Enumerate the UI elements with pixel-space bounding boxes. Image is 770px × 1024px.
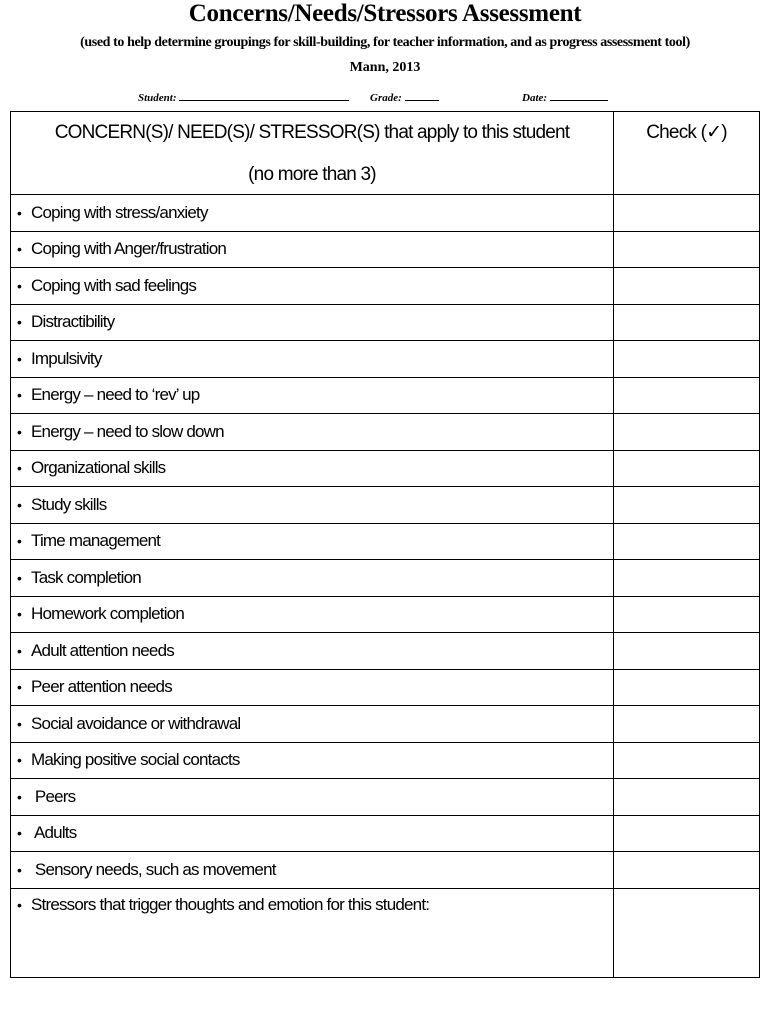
concern-label: Organizational skills xyxy=(31,458,166,478)
stressors-check-cell[interactable] xyxy=(614,888,760,977)
form-title: Concerns/Needs/Stressors Assessment xyxy=(188,0,582,27)
concern-item xyxy=(11,414,614,451)
table-row xyxy=(11,779,760,816)
concern-item xyxy=(11,852,614,889)
check-cell[interactable] xyxy=(614,414,760,451)
table-row xyxy=(11,596,760,633)
table-row xyxy=(11,815,760,852)
concern-item xyxy=(11,377,614,414)
stressors-cell xyxy=(11,888,614,977)
concern-label: Social avoidance or withdrawal xyxy=(31,713,241,733)
bullet-icon: • xyxy=(17,569,22,586)
check-cell[interactable] xyxy=(614,195,760,232)
concern-label: Distractibility xyxy=(31,312,115,332)
table-row xyxy=(11,195,760,232)
concern-label: Coping with Anger/frustration xyxy=(31,239,227,259)
check-cell[interactable] xyxy=(614,231,760,268)
table-row xyxy=(11,231,760,268)
table-row xyxy=(11,669,760,706)
concern-item xyxy=(11,450,614,487)
concern-label: Peer attention needs xyxy=(31,677,172,697)
concern-item xyxy=(11,341,614,378)
bullet-icon: • xyxy=(17,752,22,769)
check-cell[interactable] xyxy=(614,742,760,779)
concern-item xyxy=(11,779,614,816)
concerns-column-header xyxy=(11,112,614,195)
table-row xyxy=(11,852,760,889)
concern-item xyxy=(11,706,614,743)
concern-item xyxy=(11,669,614,706)
check-cell[interactable] xyxy=(614,706,760,743)
concern-label: Coping with sad feelings xyxy=(31,275,197,295)
concern-item xyxy=(11,633,614,670)
concerns-header-line2: (no more than 3) xyxy=(248,164,376,185)
check-cell[interactable] xyxy=(614,523,760,560)
student-field[interactable] xyxy=(138,90,349,105)
grade-blank[interactable] xyxy=(405,90,439,101)
check-cell[interactable] xyxy=(614,450,760,487)
concern-label: Impulsivity xyxy=(31,348,102,368)
date-label: Date: xyxy=(522,92,548,104)
check-cell[interactable] xyxy=(614,852,760,889)
concern-label: Task completion xyxy=(31,567,141,587)
assessment-table xyxy=(10,111,760,978)
date-field[interactable] xyxy=(522,90,608,105)
bullet-icon: • xyxy=(17,788,22,805)
grade-label: Grade: xyxy=(370,92,402,104)
concern-label: Sensory needs, such as movement xyxy=(31,859,276,879)
concern-item xyxy=(11,195,614,232)
grade-field[interactable] xyxy=(370,90,439,105)
check-cell[interactable] xyxy=(614,560,760,597)
bullet-icon: • xyxy=(17,423,22,440)
check-cell[interactable] xyxy=(614,341,760,378)
bullet-icon: • xyxy=(17,387,22,404)
concern-item xyxy=(11,304,614,341)
concern-label: Homework completion xyxy=(31,604,184,624)
check-column-header xyxy=(614,112,760,195)
bullet-icon: • xyxy=(17,241,22,258)
table-row xyxy=(11,341,760,378)
concern-item xyxy=(11,596,614,633)
concern-label: Study skills xyxy=(31,494,107,514)
concern-label: Adult attention needs xyxy=(31,640,174,660)
student-blank[interactable] xyxy=(179,90,349,101)
concern-item xyxy=(11,815,614,852)
bullet-icon: • xyxy=(17,642,22,659)
date-blank[interactable] xyxy=(550,90,608,101)
check-cell[interactable] xyxy=(614,304,760,341)
check-header-label: Check (✓) xyxy=(646,122,727,143)
stressors-label: Stressors that trigger thoughts and emotion for this student: xyxy=(31,894,430,914)
table-row xyxy=(11,268,760,305)
check-cell[interactable] xyxy=(614,377,760,414)
concern-label: Energy – need to slow down xyxy=(31,421,224,441)
concern-item xyxy=(11,268,614,305)
form-subtitle: (used to help determine groupings for skill-building, for teacher information, and as progress assessment tool) xyxy=(80,35,690,50)
table-row xyxy=(11,304,760,341)
check-cell[interactable] xyxy=(614,633,760,670)
concern-item xyxy=(11,231,614,268)
check-cell[interactable] xyxy=(614,815,760,852)
table-row xyxy=(11,706,760,743)
bullet-icon: • xyxy=(17,715,22,732)
table-row xyxy=(11,523,760,560)
bullet-icon: • xyxy=(17,679,22,696)
table-row xyxy=(11,414,760,451)
form-author: Mann, 2013 xyxy=(349,60,421,75)
check-cell[interactable] xyxy=(614,596,760,633)
check-cell[interactable] xyxy=(614,268,760,305)
student-label: Student: xyxy=(138,92,177,104)
concern-label: Peers xyxy=(31,786,76,806)
bullet-icon: • xyxy=(17,606,22,623)
bullet-icon: • xyxy=(17,314,22,331)
table-row xyxy=(11,450,760,487)
bullet-icon: • xyxy=(17,350,22,367)
check-cell[interactable] xyxy=(614,487,760,524)
stressors-row xyxy=(11,888,760,977)
concerns-header-line1: CONCERN(S)/ NEED(S)/ STRESSOR(S) that apply to this student xyxy=(54,122,570,143)
check-cell[interactable] xyxy=(614,779,760,816)
concern-label: Coping with stress/anxiety xyxy=(31,202,208,222)
concern-item xyxy=(11,560,614,597)
concern-label: Adults xyxy=(31,823,77,843)
bullet-icon: • xyxy=(17,460,22,477)
concern-item xyxy=(11,523,614,560)
table-row xyxy=(11,742,760,779)
table-header-row xyxy=(11,112,760,195)
concern-label: Energy – need to ‘rev’ up xyxy=(31,385,200,405)
table-row xyxy=(11,487,760,524)
bullet-icon: • xyxy=(17,277,22,294)
table-row xyxy=(11,633,760,670)
concern-item xyxy=(11,487,614,524)
bullet-icon: • xyxy=(17,861,22,878)
table-row xyxy=(11,560,760,597)
table-row xyxy=(11,377,760,414)
check-cell[interactable] xyxy=(614,669,760,706)
bullet-icon: • xyxy=(17,204,22,221)
bullet-icon: • xyxy=(17,496,22,513)
concern-label: Time management xyxy=(31,531,161,551)
bullet-icon: • xyxy=(17,533,22,550)
concern-label: Making positive social contacts xyxy=(31,750,240,770)
concern-item xyxy=(11,742,614,779)
bullet-icon: • xyxy=(17,896,22,913)
bullet-icon: • xyxy=(17,825,22,842)
